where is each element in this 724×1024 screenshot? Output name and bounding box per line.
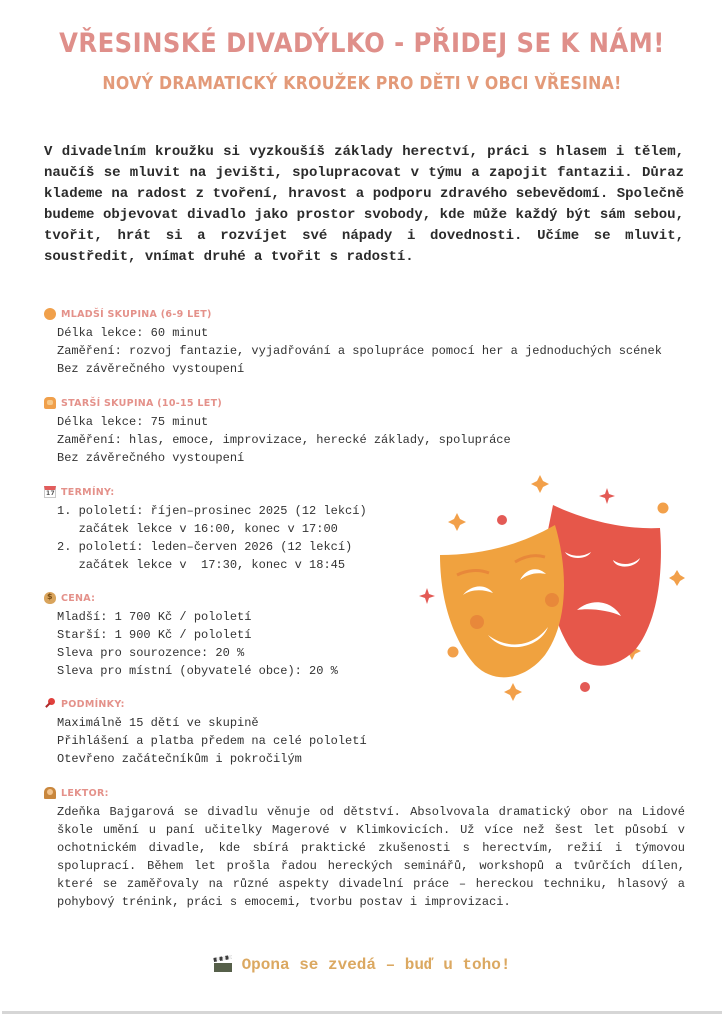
- section-heading: [44, 306, 662, 322]
- section-terms: [44, 484, 367, 574]
- price-line: Sleva pro sourozence: 20 %: [57, 646, 245, 660]
- section-heading: [44, 696, 367, 712]
- theater-masks-illustration: [405, 470, 695, 710]
- page-subtitle: NOVÝ DRAMATICKÝ KROUŽEK PRO DĚTI V OBCI VŘESINA!: [102, 74, 622, 94]
- info-line: Bez závěrečného vystoupení: [57, 451, 245, 465]
- section-body: [57, 413, 511, 467]
- section-body: [57, 714, 367, 768]
- page-bottom-edge: [2, 1011, 722, 1014]
- money-bag-icon: [44, 592, 56, 604]
- info-line: Bez závěrečného vystoupení: [57, 362, 245, 376]
- clapperboard-icon: [214, 958, 232, 972]
- lecturer-bio: Zdeňka Bajgarová se divadlu věnuje od dětství. Absolvovala dramatický obor na Lidové škole umění u paní učitelky Magerové v Klimkovicích. Už více než šest let působí v ochotnickém divadle, kde sbírá praktické zkušenosti s herectvím, režií i týmovou spoluprací. Během let prošla řadou hereckých seminářů, workshopů a tvůrčích dílen, které se zaměřovaly na různé aspekty divadelní práce – hereckou techniku, hlasový a pohybový trénink, práci s emocemi, tvorbu postav i improvizaci.: [57, 805, 685, 909]
- section-price: [44, 590, 338, 680]
- section-younger-group: [44, 306, 662, 378]
- info-line: Délka lekce: 60 minut: [57, 326, 209, 340]
- pushpin-icon: [44, 698, 56, 710]
- section-heading-label: PODMÍNKY:: [61, 698, 125, 710]
- term-line: začátek lekce v 16:00, konec v 17:00: [57, 522, 338, 536]
- condition-line: Přihlášení a platba předem na celé pololetí: [57, 734, 367, 748]
- section-heading-label: LEKTOR:: [61, 787, 109, 799]
- orange-circle-icon: [44, 308, 56, 320]
- calendar-icon: [44, 486, 56, 498]
- section-conditions: [44, 696, 367, 768]
- intro-paragraph: V divadelním kroužku si vyzkoušíš základy herectví, práci s hlasem i tělem, naučíš se mluvit na jevišti, spolupracovat v týmu a zapojit fantazii. Důraz klademe na radost z tvoření, hravost a podporu zdravého sebevědomí. Společně budeme objevovat divadlo jako prostor svobody, kde může každý být sám sebou, tvořit, hrát si a rozvíjet své nápady i dovednosti. Učíme se mluvit, soustředit, vnímat druhé a tvořit s radostí.: [44, 144, 684, 265]
- section-body: [57, 608, 338, 680]
- price-line: Mladší: 1 700 Kč / pololetí: [57, 610, 252, 624]
- term-line: 2. pololetí: leden–červen 2026 (12 lekcí): [57, 540, 353, 554]
- section-heading-label: CENA:: [61, 592, 96, 604]
- footer-slogan: [0, 956, 724, 974]
- info-line: Zaměření: rozvoj fantazie, vyjadřování a spolupráce pomocí her a jednoduchých scének: [57, 344, 662, 358]
- term-line: začátek lekce v 17:30, konec v 18:45: [57, 558, 346, 572]
- condition-line: Maximálně 15 dětí ve skupině: [57, 716, 259, 730]
- section-heading-label: MLADŠÍ SKUPINA (6-9 LET): [61, 308, 212, 320]
- section-heading-label: STARŠÍ SKUPINA (10-15 LET): [61, 397, 222, 409]
- page-title: VŘESINSKÉ DIVADÝLKO - PŘIDEJ SE K NÁM!: [59, 28, 665, 59]
- section-heading: [44, 395, 511, 411]
- section-older-group: [44, 395, 511, 467]
- section-heading: [44, 590, 338, 606]
- footer-text: Opona se zvedá – buď u toho!: [241, 956, 511, 974]
- section-heading: [44, 484, 367, 500]
- price-line: Starší: 1 900 Kč / pololetí: [57, 628, 252, 642]
- term-line: 1. pololetí: říjen–prosinec 2025 (12 lekcí): [57, 504, 367, 518]
- info-line: Zaměření: hlas, emoce, improvizace, herecké základy, spolupráce: [57, 433, 511, 447]
- section-body: [57, 324, 662, 378]
- teacher-icon: [44, 787, 56, 799]
- section-body: [57, 502, 367, 574]
- condition-line: Otevřeno začátečníkům i pokročilým: [57, 752, 302, 766]
- section-heading-label: TERMÍNY:: [61, 486, 115, 498]
- section-lecturer: [44, 785, 685, 911]
- info-line: Délka lekce: 75 minut: [57, 415, 209, 429]
- section-heading: [44, 785, 685, 801]
- price-line: Sleva pro místní (obyvatelé obce): 20 %: [57, 664, 338, 678]
- person-icon: [44, 397, 56, 409]
